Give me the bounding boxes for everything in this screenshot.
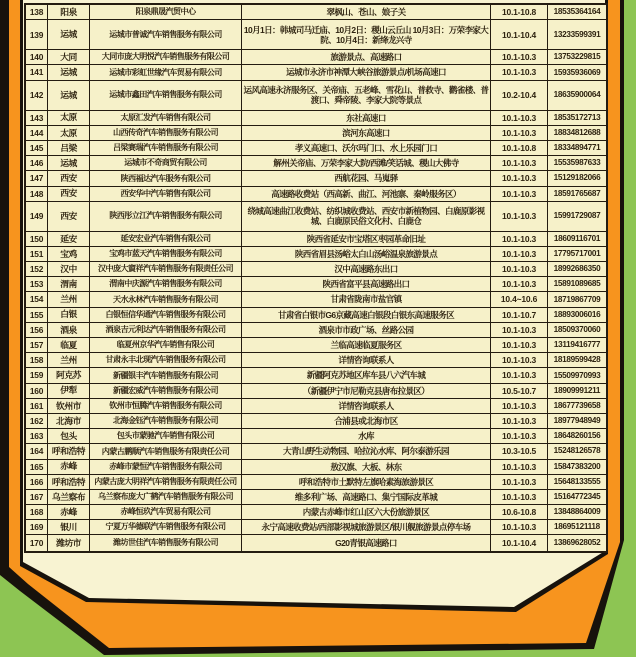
- company-cell: 天水永林汽车销售服务有限公司: [90, 292, 242, 306]
- table-row: [26, 171, 606, 186]
- table-row: [26, 126, 606, 141]
- phone-cell: 18719867709: [548, 292, 606, 306]
- table-row: [26, 475, 606, 490]
- dates-cell: 10.1-10.3: [491, 475, 548, 489]
- locations-cell: 新疆阿克苏地区库车县八六汽车城: [242, 368, 491, 382]
- table-row: [26, 156, 606, 171]
- city-cell: 宝鸡: [48, 247, 90, 261]
- row-number-cell: 149: [26, 202, 48, 231]
- company-cell: 赤峰恒玖汽车贸易有限公司: [90, 505, 242, 519]
- phone-cell: 15847383200: [548, 460, 606, 474]
- table-row: [26, 353, 606, 368]
- city-cell: 北海市: [48, 414, 90, 428]
- phone-cell: 18535364164: [548, 5, 606, 19]
- locations-cell: 维多利广场、高速路口、集宁国际皮革城: [242, 490, 491, 504]
- locations-cell: 敖汉旗、大板、林东: [242, 460, 491, 474]
- phone-cell: 18591765687: [548, 187, 606, 201]
- company-cell: 延安宏业汽车销售有限公司: [90, 232, 242, 246]
- company-cell: 宝鸡市蓝天汽车销售服务有限公司: [90, 247, 242, 261]
- company-cell: 白银恒信华通汽车销售服务有限公司: [90, 308, 242, 322]
- dates-cell: 10.2-10.4: [491, 81, 548, 110]
- dates-cell: 10.1-10.3: [491, 171, 548, 185]
- company-cell: 运城市鑫田汽车销售服务有限公司: [90, 81, 242, 110]
- company-cell: 陕西彤立江汽车销售服务有限公司: [90, 202, 242, 231]
- company-cell: 陕西福达汽车服务有限公司: [90, 171, 242, 185]
- phone-cell: 15509970993: [548, 368, 606, 382]
- locations-cell: 水库: [242, 429, 491, 443]
- table-row: [26, 520, 606, 535]
- row-number-cell: 141: [26, 65, 48, 79]
- row-number-cell: 150: [26, 232, 48, 246]
- row-number-cell: 156: [26, 323, 48, 337]
- locations-cell: 解州关帝庙、万荣李家大院/西滩/笑话城、稷山大佛寺: [242, 156, 491, 170]
- city-cell: 太原: [48, 111, 90, 125]
- row-number-cell: 144: [26, 126, 48, 140]
- city-cell: 钦州市: [48, 399, 90, 413]
- city-cell: 潍坊市: [48, 535, 90, 550]
- table-row: [26, 20, 606, 50]
- dates-cell: 10.1-10.3: [491, 247, 548, 261]
- company-cell: 渭南中庆源汽车销售服务有限公司: [90, 277, 242, 291]
- table-row: [26, 308, 606, 323]
- phone-cell: 13119416777: [548, 338, 606, 352]
- city-cell: 伊犁: [48, 384, 90, 398]
- phone-cell: 18509370060: [548, 323, 606, 337]
- table-row: [26, 262, 606, 277]
- company-cell: 运城市不奇商贸有限公司: [90, 156, 242, 170]
- company-cell: 赤峰市蒙恒汽车销售服务有限公司: [90, 460, 242, 474]
- phone-cell: 18677739658: [548, 399, 606, 413]
- table-row: [26, 535, 606, 550]
- phone-cell: 18834812688: [548, 126, 606, 140]
- table-row: [26, 187, 606, 202]
- city-cell: 乌兰察布: [48, 490, 90, 504]
- company-cell: 酒泉吉元利达汽车销售服务有限公司: [90, 323, 242, 337]
- locations-cell: 陕西省延安市宝塔区枣园革命旧址: [242, 232, 491, 246]
- city-cell: 阳泉: [48, 5, 90, 19]
- phone-cell: 18893006016: [548, 308, 606, 322]
- table-row: [26, 81, 606, 111]
- row-number-cell: 142: [26, 81, 48, 110]
- table-row: [26, 460, 606, 475]
- table-row: [26, 338, 606, 353]
- city-cell: 渭南: [48, 277, 90, 291]
- row-number-cell: 146: [26, 156, 48, 170]
- locations-cell: 东社高速口: [242, 111, 491, 125]
- row-number-cell: 158: [26, 353, 48, 367]
- phone-cell: 15164772345: [548, 490, 606, 504]
- city-cell: 赤峰: [48, 505, 90, 519]
- table-row: [26, 368, 606, 383]
- locations-cell: 内蒙古赤峰市红山区六大份旅游景区: [242, 505, 491, 519]
- locations-cell: G20青银高速路口: [242, 535, 491, 550]
- row-number-cell: 169: [26, 520, 48, 534]
- city-cell: 运城: [48, 156, 90, 170]
- locations-cell: 合浦县或北海市区: [242, 414, 491, 428]
- locations-cell: 西航花园、马嵬驿: [242, 171, 491, 185]
- company-cell: 阳泉鼎晟汽贸中心: [90, 5, 242, 19]
- locations-cell: 运风高速永济服务区、关帝庙、五老峰、雪花山、普救寺、鹳雀楼、普渡口、舜帝陵、李家大院等景点: [242, 81, 491, 110]
- city-cell: 西安: [48, 171, 90, 185]
- city-cell: 兰州: [48, 292, 90, 306]
- locations-cell: 大青山野生动物园、哈拉沁水库、阿尔泰游乐园: [242, 444, 491, 458]
- city-cell: 运城: [48, 65, 90, 79]
- company-cell: 山西传奇汽车销售服务有限公司: [90, 126, 242, 140]
- table-row: [26, 399, 606, 414]
- company-cell: 内蒙古鹏顺汽车销售服务有限责任公司: [90, 444, 242, 458]
- row-number-cell: 147: [26, 171, 48, 185]
- company-cell: 北海金钰汽车销售服务有限公司: [90, 414, 242, 428]
- row-number-cell: 166: [26, 475, 48, 489]
- locations-cell: 呼和浩特市土默特左旗哈素海旅游景区: [242, 475, 491, 489]
- row-number-cell: 163: [26, 429, 48, 443]
- phone-cell: 15991729087: [548, 202, 606, 231]
- phone-cell: 18334894771: [548, 141, 606, 155]
- phone-cell: 17795717001: [548, 247, 606, 261]
- table-row: [26, 414, 606, 429]
- city-cell: 银川: [48, 520, 90, 534]
- dates-cell: 10.1-10.3: [491, 338, 548, 352]
- dates-cell: 10.1-10.3: [491, 368, 548, 382]
- table-row: [26, 490, 606, 505]
- company-cell: 乌兰察布庞大广鹤汽车销售服务有限公司: [90, 490, 242, 504]
- table-row: [26, 202, 606, 232]
- dates-cell: 10.1-10.3: [491, 520, 548, 534]
- locations-cell: 兰临高速临夏服务区: [242, 338, 491, 352]
- company-cell: 新疆银丰汽车销售服务有限公司: [90, 368, 242, 382]
- dates-cell: 10.1-10.3: [491, 323, 548, 337]
- company-cell: 临夏州京华汽车销售有限公司: [90, 338, 242, 352]
- locations-cell: （新疆伊宁市尼勒克县唐布拉景区）: [242, 384, 491, 398]
- locations-cell: 滨河东高速口: [242, 126, 491, 140]
- city-cell: 酒泉: [48, 323, 90, 337]
- phone-cell: 15248126578: [548, 444, 606, 458]
- phone-cell: 18635900064: [548, 81, 606, 110]
- dates-cell: 10.1-10.4: [491, 535, 548, 550]
- dates-cell: 10.1-10.3: [491, 490, 548, 504]
- company-cell: 新疆宏威汽车销售服务有限公司: [90, 384, 242, 398]
- dates-cell: 10.1-10.8: [491, 141, 548, 155]
- table-row: [26, 429, 606, 444]
- phone-cell: 18695121118: [548, 520, 606, 534]
- dates-cell: 10.1-10.3: [491, 126, 548, 140]
- locations-cell: 10月1日：韩城司马迁庙、10月2日：稷山云丘山 10月3日：万荣李家大院、10月4日：新绛龙兴寺: [242, 20, 491, 49]
- dates-cell: 10.1-10.3: [491, 202, 548, 231]
- phone-cell: 18609116701: [548, 232, 606, 246]
- city-cell: 西安: [48, 202, 90, 231]
- table-row: [26, 247, 606, 262]
- dates-cell: 10.6-10.8: [491, 505, 548, 519]
- phone-cell: 15129182066: [548, 171, 606, 185]
- company-cell: 大同市庞大明悦汽车销售服务有限公司: [90, 50, 242, 64]
- city-cell: 兰州: [48, 353, 90, 367]
- locations-cell: 孝义高速口、沃尔玛门口、水上乐园门口: [242, 141, 491, 155]
- city-cell: 临夏: [48, 338, 90, 352]
- row-number-cell: 148: [26, 187, 48, 201]
- row-number-cell: 167: [26, 490, 48, 504]
- dates-cell: 10.1-10.4: [491, 20, 548, 49]
- dates-cell: 10.1-10.3: [491, 460, 548, 474]
- locations-cell: 陕西省眉县汤峪太白山汤峪温泉旅游景点: [242, 247, 491, 261]
- city-cell: 大同: [48, 50, 90, 64]
- locations-cell: 运城市永济市神潭大峡谷旅游景点/机场高速口: [242, 65, 491, 79]
- company-cell: 太原汇发汽车销售有限公司: [90, 111, 242, 125]
- row-number-cell: 160: [26, 384, 48, 398]
- dates-cell: 10.1-10.3: [491, 232, 548, 246]
- row-number-cell: 139: [26, 20, 48, 49]
- city-cell: 呼和浩特: [48, 444, 90, 458]
- dates-cell: 10.1-10.7: [491, 308, 548, 322]
- company-cell: 内蒙古庞大明祥汽车销售服务有限责任公司: [90, 475, 242, 489]
- row-number-cell: 164: [26, 444, 48, 458]
- phone-cell: 18992686350: [548, 262, 606, 276]
- locations-cell: 翠枫山、苍山、娘子关: [242, 5, 491, 19]
- table-row: [26, 141, 606, 156]
- city-cell: 赤峰: [48, 460, 90, 474]
- company-cell: 西安华中汽车销售有限公司: [90, 187, 242, 201]
- dates-cell: 10.3-10.5: [491, 444, 548, 458]
- phone-cell: 18648260156: [548, 429, 606, 443]
- city-cell: 太原: [48, 126, 90, 140]
- city-cell: 吕梁: [48, 141, 90, 155]
- dates-cell: 10.1-10.3: [491, 262, 548, 276]
- company-cell: 吕梁赛瑞汽车销售服务有限公司: [90, 141, 242, 155]
- phone-cell: 13233599391: [548, 20, 606, 49]
- table-row: [26, 323, 606, 338]
- company-cell: 运城市彩虹世缘汽车贸易有限公司: [90, 65, 242, 79]
- row-number-cell: 152: [26, 262, 48, 276]
- company-cell: 潍坊世佳汽车销售服务有限公司: [90, 535, 242, 550]
- row-number-cell: 168: [26, 505, 48, 519]
- table-row: [26, 65, 606, 80]
- table-row: [26, 505, 606, 520]
- row-number-cell: 161: [26, 399, 48, 413]
- company-cell: 钦州市恒腾汽车销售服务有限公司: [90, 399, 242, 413]
- row-number-cell: 162: [26, 414, 48, 428]
- dates-cell: 10.1-10.3: [491, 414, 548, 428]
- city-cell: 运城: [48, 20, 90, 49]
- locations-cell: 旅游景点、高速路口: [242, 50, 491, 64]
- city-cell: 白银: [48, 308, 90, 322]
- dates-cell: 10.1-10.8: [491, 5, 548, 19]
- row-number-cell: 143: [26, 111, 48, 125]
- row-number-cell: 154: [26, 292, 48, 306]
- company-cell: 包头市蒙驰汽车销售有限公司: [90, 429, 242, 443]
- table-row: [26, 384, 606, 399]
- dates-cell: 10.1-10.3: [491, 156, 548, 170]
- phone-cell: 13753229815: [548, 50, 606, 64]
- dates-cell: 10.5-10.7: [491, 384, 548, 398]
- city-cell: 延安: [48, 232, 90, 246]
- phone-cell: 13848864009: [548, 505, 606, 519]
- locations-cell: 详情咨询联系人: [242, 399, 491, 413]
- locations-cell: 高速路收费站（西高新、曲江、河池寨、秦岭服务区）: [242, 187, 491, 201]
- table-row: [26, 444, 606, 459]
- phone-cell: 15535987633: [548, 156, 606, 170]
- company-cell: 汉中庞大賨祥汽车销售服务有限责任公司: [90, 262, 242, 276]
- table-row: [26, 232, 606, 247]
- row-number-cell: 151: [26, 247, 48, 261]
- dates-cell: 10.1-10.3: [491, 111, 548, 125]
- dates-cell: 10.1-10.3: [491, 399, 548, 413]
- row-number-cell: 165: [26, 460, 48, 474]
- locations-cell: 甘肃省白银市G6京藏高速白银段白银东高速服务区: [242, 308, 491, 322]
- row-number-cell: 170: [26, 535, 48, 550]
- dealer-schedule-table: [24, 3, 608, 553]
- phone-cell: 15891089685: [548, 277, 606, 291]
- locations-cell: 汉中高速路东出口: [242, 262, 491, 276]
- table-row: [26, 111, 606, 126]
- row-number-cell: 157: [26, 338, 48, 352]
- dates-cell: 10.1-10.3: [491, 277, 548, 291]
- city-cell: 汉中: [48, 262, 90, 276]
- dates-cell: 10.1-10.3: [491, 50, 548, 64]
- company-cell: 甘肃永丰北现汽车销售服务有限公司: [90, 353, 242, 367]
- dates-cell: 10.1-10.3: [491, 65, 548, 79]
- phone-cell: 18909991211: [548, 384, 606, 398]
- row-number-cell: 145: [26, 141, 48, 155]
- city-cell: 包头: [48, 429, 90, 443]
- city-cell: 呼和浩特: [48, 475, 90, 489]
- locations-cell: 永宁高速收费站/西部影视城旅游景区/银川舰旅游景点停车场: [242, 520, 491, 534]
- city-cell: 西安: [48, 187, 90, 201]
- dates-cell: 10.1-10.3: [491, 429, 548, 443]
- city-cell: 阿克苏: [48, 368, 90, 382]
- locations-cell: 详情咨询联系人: [242, 353, 491, 367]
- phone-cell: 18189599428: [548, 353, 606, 367]
- dates-cell: 10.4~10.6: [491, 292, 548, 306]
- phone-cell: 18535172713: [548, 111, 606, 125]
- locations-cell: 酒泉市市政广场、丝路公园: [242, 323, 491, 337]
- locations-cell: 陕西省富平县高速路出口: [242, 277, 491, 291]
- company-cell: 运城市普诚汽车销售服务有限公司: [90, 20, 242, 49]
- row-number-cell: 159: [26, 368, 48, 382]
- phone-cell: 15648133555: [548, 475, 606, 489]
- row-number-cell: 140: [26, 50, 48, 64]
- row-number-cell: 138: [26, 5, 48, 19]
- city-cell: 运城: [48, 81, 90, 110]
- phone-cell: 15935936069: [548, 65, 606, 79]
- row-number-cell: 153: [26, 277, 48, 291]
- locations-cell: 甘肃省陇南市盐官镇: [242, 292, 491, 306]
- table-row: [26, 50, 606, 65]
- phone-cell: 13869628052: [548, 535, 606, 550]
- table-row: [26, 5, 606, 20]
- table-row: [26, 277, 606, 292]
- dates-cell: 10.1-10.3: [491, 353, 548, 367]
- row-number-cell: 155: [26, 308, 48, 322]
- table-row: [26, 292, 606, 307]
- company-cell: 宁夏万华德联汽车销售服务有限公司: [90, 520, 242, 534]
- dates-cell: 10.1-10.3: [491, 187, 548, 201]
- phone-cell: 18977948949: [548, 414, 606, 428]
- locations-cell: 绕城高速曲江收费站、纺织城收费站、西安市新植物园、白鹿原影视城、白鹿原民俗文化村、白鹿仓: [242, 202, 491, 231]
